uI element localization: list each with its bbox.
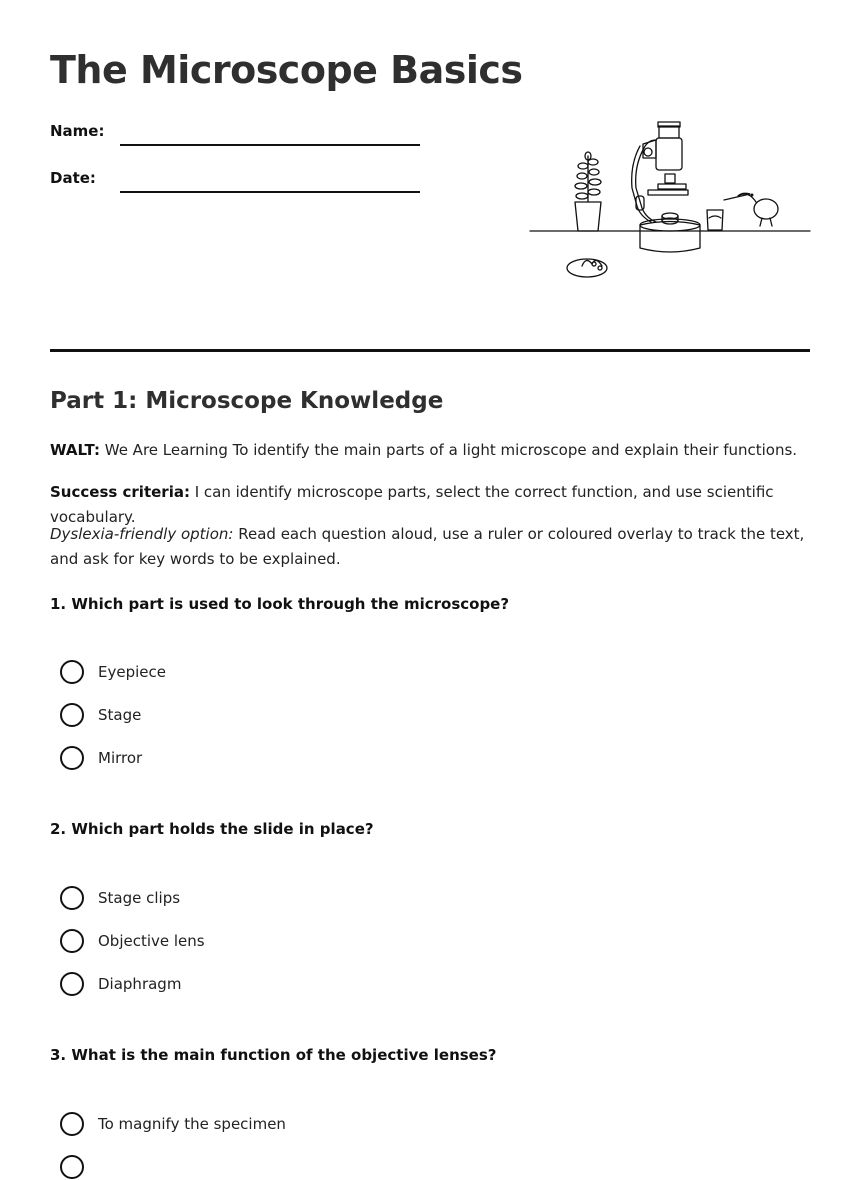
part-1-heading: Part 1: Microscope Knowledge	[50, 388, 444, 414]
option-diaphragm[interactable]	[60, 971, 181, 997]
radio-button[interactable]	[60, 703, 84, 727]
option-label: Stage clips	[98, 889, 181, 907]
success-label: Success criteria:	[50, 483, 190, 501]
dyslexia-text: Read each question aloud, use a ruler or coloured overlay to track the text, and ask for key words to be explained.	[50, 525, 805, 568]
success-text: I can identify microscope parts, select the correct function, and use scientific vocabulary.	[50, 483, 774, 526]
option-label: Mirror	[98, 749, 143, 767]
radio-button[interactable]	[60, 929, 84, 953]
name-label: Name:	[50, 122, 105, 140]
option-stage[interactable]	[60, 702, 141, 728]
name-field	[50, 122, 104, 140]
option-label: Diaphragm	[98, 975, 182, 993]
option-magnify-specimen[interactable]	[60, 1111, 286, 1137]
question-2: 2. Which part holds the slide in place?	[50, 820, 374, 838]
radio-button[interactable]	[60, 886, 84, 910]
option-label: Stage	[98, 706, 142, 724]
radio-button[interactable]	[60, 1112, 84, 1136]
option-partially-visible[interactable]	[60, 1154, 84, 1180]
dyslexia-label: Dyslexia-friendly option:	[50, 525, 234, 543]
microscope-lab-illustration-icon	[528, 118, 813, 283]
option-mirror[interactable]	[60, 745, 142, 771]
option-label: Eyepiece	[98, 663, 166, 681]
page-title: The Microscope Basics	[50, 48, 523, 92]
date-input-line[interactable]	[120, 191, 420, 193]
section-divider	[50, 349, 810, 352]
option-stage-clips[interactable]	[60, 885, 180, 911]
question-1: 1. Which part is used to look through the microscope?	[50, 595, 510, 613]
option-label: To magnify the specimen	[98, 1115, 286, 1133]
radio-button[interactable]	[60, 1155, 84, 1179]
radio-button[interactable]	[60, 972, 84, 996]
walt-text: We Are Learning To identify the main parts of a light microscope and explain their functions.	[99, 441, 798, 459]
walt-statement	[50, 438, 820, 463]
option-eyepiece[interactable]	[60, 659, 166, 685]
radio-button[interactable]	[60, 660, 84, 684]
dyslexia-option	[50, 522, 820, 572]
date-label: Date:	[50, 169, 96, 187]
option-label: Objective lens	[98, 932, 205, 950]
option-objective-lens[interactable]	[60, 928, 205, 954]
question-3: 3. What is the main function of the objective lenses?	[50, 1046, 497, 1064]
walt-label: WALT:	[50, 441, 100, 459]
name-input-line[interactable]	[120, 144, 420, 146]
radio-button[interactable]	[60, 746, 84, 770]
date-field	[50, 169, 96, 187]
